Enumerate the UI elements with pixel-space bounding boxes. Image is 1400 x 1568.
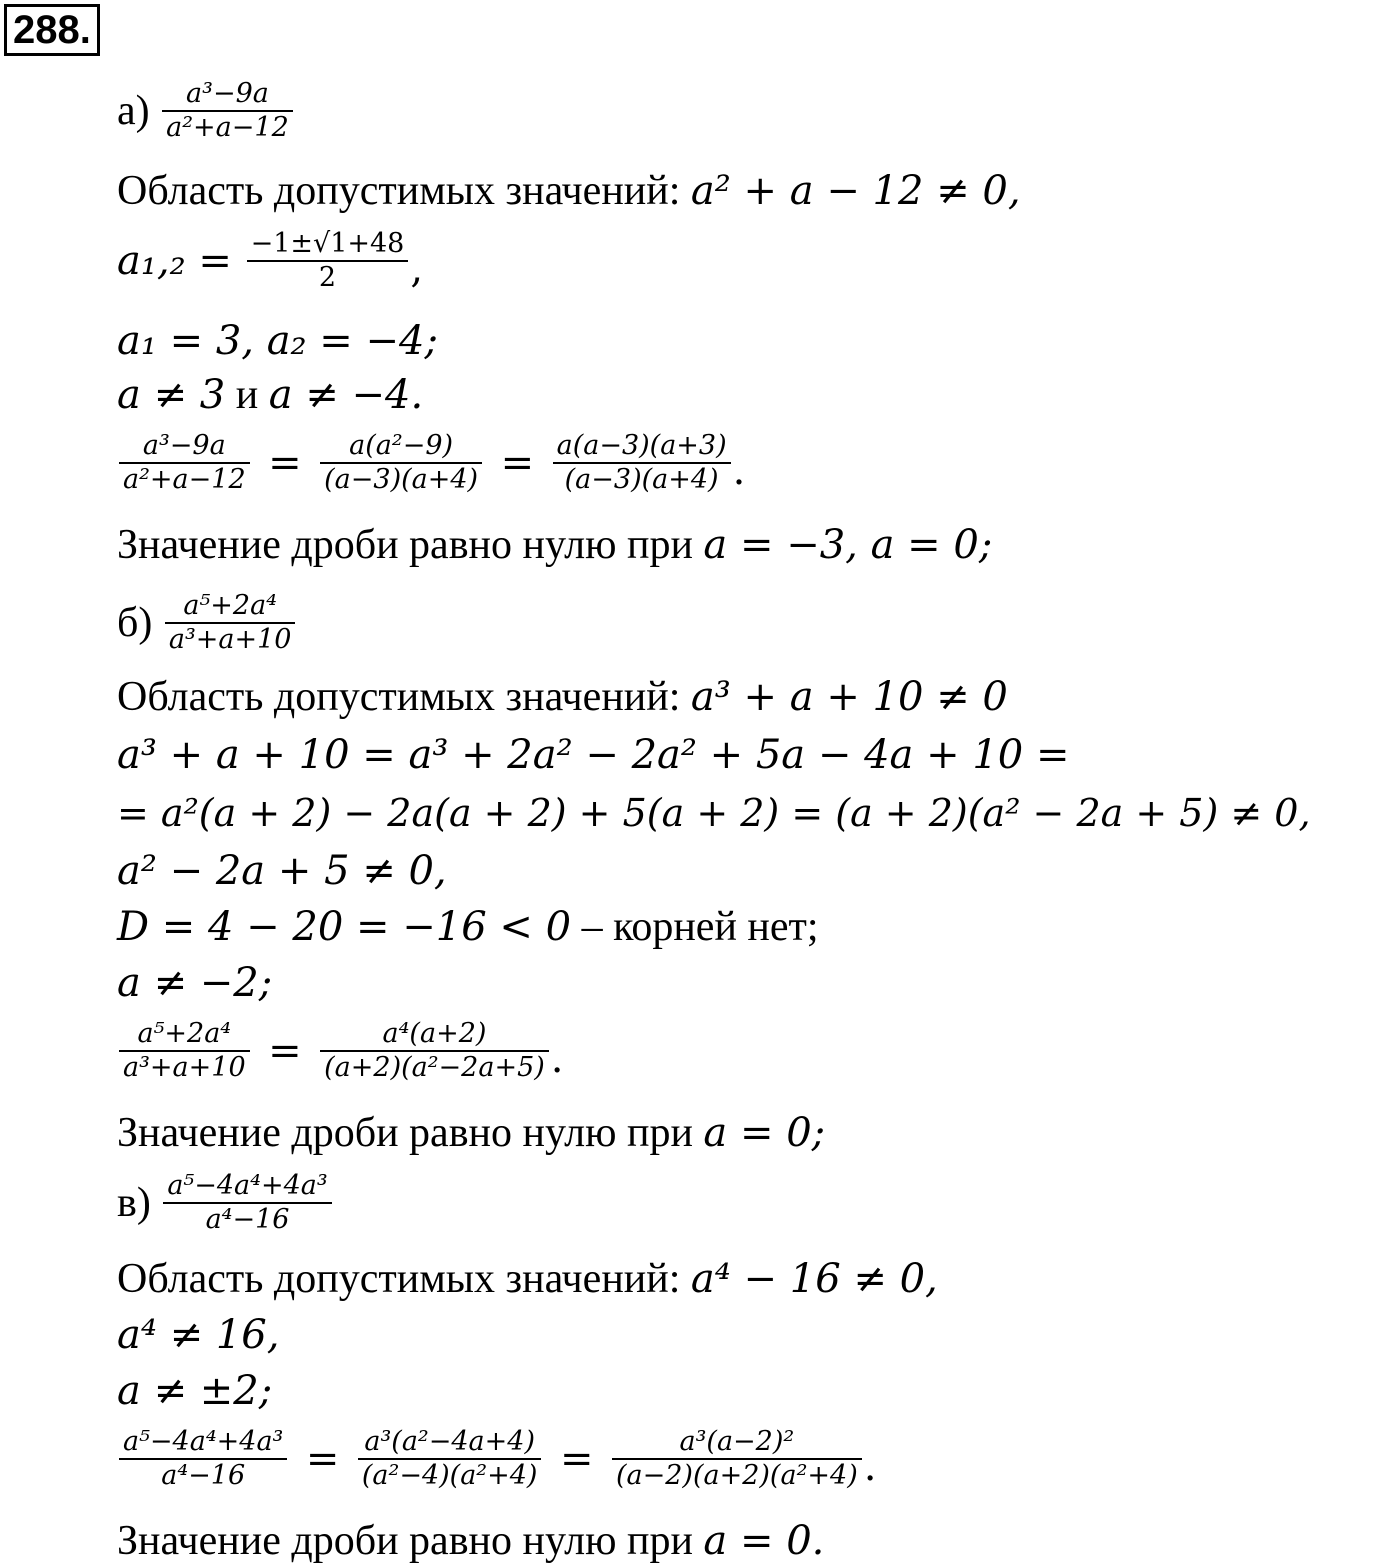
- part-c-label: в): [117, 1180, 151, 1226]
- part-a-domain: Область допустимых значений: a² + a − 12 ≠ 0,: [117, 168, 1021, 214]
- part-b-step2: = a²(a + 2) − 2a(a + 2) + 5(a + 2) = (a + 2)(a² − 2a + 5) ≠ 0,: [117, 791, 1311, 835]
- part-a-fraction: $\frac{\text{a³−9a}}{\text{a²+a−12}}$: [162, 78, 293, 144]
- part-a-roots: a₁ = 3, a₂ = −4;: [117, 318, 438, 364]
- part-b-restriction: a ≠ −2;: [117, 960, 273, 1006]
- part-c-restriction: a ≠ ±2;: [117, 1368, 273, 1414]
- part-a-restrictions: a ≠ 3 и a ≠ −4.: [117, 372, 424, 418]
- part-c-domain: Область допустимых значений: a⁴ − 16 ≠ 0,: [117, 1256, 938, 1302]
- part-a-zero: Значение дроби равно нулю при a = −3, a = 0;: [117, 522, 993, 568]
- part-b-simplification: $\frac{\text{a⁵+2a⁴}}{\text{a³+a+10}}$ = $\frac{\text{a⁴(a+2)}}{\text{(a+2)(a²−2a+5)}}$ .: [117, 1018, 564, 1084]
- part-a-header: [117, 78, 295, 144]
- part-a-label: а): [117, 88, 150, 134]
- part-c-step1: a⁴ ≠ 16,: [117, 1312, 280, 1358]
- part-b-header: [117, 590, 297, 656]
- part-b-fraction: $\frac{\text{a⁵+2a⁴}}{\text{a³+a+10}}$: [165, 590, 296, 656]
- part-c-header: [117, 1170, 334, 1236]
- part-c-fraction: $\frac{\text{a⁵−4a⁴+4a³}}{\text{a⁴−16}}$: [163, 1170, 331, 1236]
- part-b-domain: Область допустимых значений: a³ + a + 10 ≠ 0: [117, 674, 1008, 720]
- part-b-step1: a³ + a + 10 = a³ + 2a² − 2a² + 5a − 4a + 10 =: [117, 732, 1070, 778]
- part-a-roots-formula: a₁,₂ = $\frac{-1\pm√1+48}{2}$ ,: [117, 228, 424, 293]
- part-a-simplification: $\frac{\text{a³−9a}}{\text{a²+a−12}}$ = $\frac{\text{a(a²−9)}}{(a-3)(a+4)}$ = $\frac{a(a-3)(a+3)}{(a-3)(a+4)}$ .: [117, 430, 745, 496]
- part-b-step3: a² − 2a + 5 ≠ 0,: [117, 848, 447, 894]
- part-b-label: б): [117, 600, 153, 646]
- problem-number: 288.: [4, 4, 100, 56]
- part-c-simplification: $\frac{\text{a⁵−4a⁴+4a³}}{\text{a⁴−16}}$ = $\frac{\text{a³(a²−4a+4)}}{\text{(a²−4)(a²+4)}}$ = $\frac{\text{a³(a−2)²}}{\text{(a−2)(a+2)(a²+4)}}$ .: [117, 1426, 876, 1492]
- part-c-zero: Значение дроби равно нулю при a = 0.: [117, 1518, 825, 1564]
- part-b-zero: Значение дроби равно нулю при a = 0;: [117, 1110, 826, 1156]
- part-b-discriminant: D = 4 − 20 = −16 < 0 – корней нет;: [117, 904, 819, 950]
